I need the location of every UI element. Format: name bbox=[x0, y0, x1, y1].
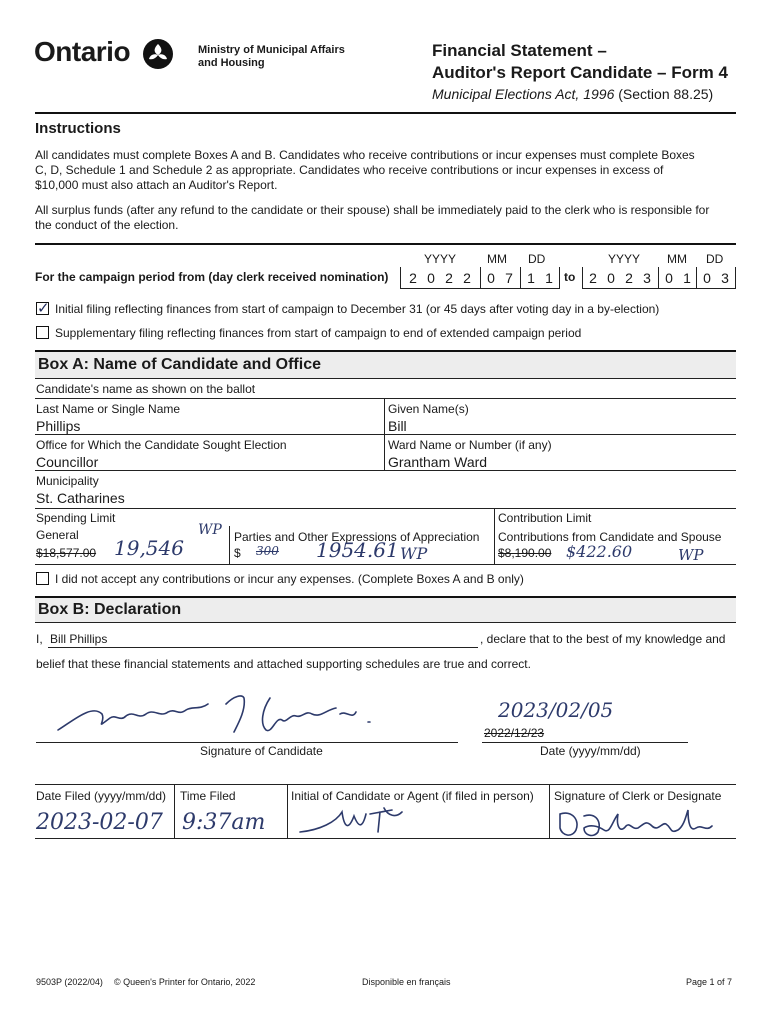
contrib-printed-value: $8,190.00 bbox=[498, 546, 552, 560]
divider bbox=[174, 784, 175, 838]
from-digit: 2 bbox=[409, 270, 417, 286]
instructions-para-2: All surplus funds (after any refund to the candidate or their spouse) shall be immediately paid to the clerk who is responsible for the conduct of the election. bbox=[35, 203, 710, 232]
initial-signature bbox=[296, 802, 416, 842]
rule bbox=[35, 434, 736, 435]
from-digit: 0 bbox=[487, 270, 495, 286]
declare-text: , declare that to the best of my knowledge and bbox=[480, 632, 726, 646]
instructions-para-1: All candidates must complete Boxes A and B. Candidates who receive contributions or incur expenses must complete Boxes C, D, Schedule 1 and Schedule 2 as appropriate. Candidates who receive contributions or incur expenses in excess of $10,000 must also attach an Auditor's Report. bbox=[35, 148, 695, 192]
supplementary-filing-checkbox[interactable] bbox=[36, 326, 49, 339]
divider bbox=[549, 784, 550, 838]
initials-mark: WP bbox=[678, 546, 704, 564]
act-section: (Section 88.25) bbox=[618, 86, 714, 102]
rule bbox=[35, 378, 736, 379]
from-digit: 2 bbox=[445, 270, 453, 286]
instructions-top-rule bbox=[35, 112, 736, 114]
from-digit: 0 bbox=[427, 270, 435, 286]
declaration-date-printed: 2022/12/23 bbox=[484, 726, 545, 740]
given-name-label: Given Name(s) bbox=[388, 402, 469, 416]
initials-mark: WP bbox=[400, 544, 428, 563]
contrib-handwritten-value: $422.60 bbox=[566, 542, 633, 561]
rule bbox=[35, 508, 736, 509]
form-code: 9503P (2022/04) bbox=[36, 977, 103, 987]
no-contributions-label: I did not accept any contributions or incur any expenses. (Complete Boxes A and B only) bbox=[55, 572, 524, 586]
contribution-limit-label: Contribution Limit bbox=[498, 511, 592, 525]
divider bbox=[287, 784, 288, 838]
no-contributions-checkbox[interactable] bbox=[36, 572, 49, 585]
time-filed-label: Time Filed bbox=[180, 789, 236, 803]
page-number: Page 1 of 7 bbox=[686, 977, 733, 987]
to-digit: 2 bbox=[589, 270, 597, 286]
divider bbox=[229, 526, 230, 564]
instructions-heading: Instructions bbox=[35, 120, 121, 137]
box-b-heading: Box B: Declaration bbox=[35, 596, 736, 622]
from-digit: 1 bbox=[527, 270, 535, 286]
spending-limit-label: Spending Limit bbox=[36, 511, 116, 525]
office-label: Office for Which the Candidate Sought Election bbox=[36, 438, 287, 452]
ministry-line-1: Ministry of Municipal Affairs bbox=[198, 44, 345, 56]
general-label: General bbox=[36, 528, 79, 542]
initial-filing-checkbox[interactable] bbox=[36, 302, 49, 315]
checkmark-icon: ✓ bbox=[37, 300, 50, 317]
to-yyyy-label: YYYY bbox=[608, 252, 641, 266]
to-digit: 2 bbox=[625, 270, 633, 286]
declaration-i: I, bbox=[36, 632, 43, 646]
campaign-period-label: For the campaign period from (day clerk received nomination) bbox=[35, 270, 389, 284]
ontario-logo bbox=[34, 36, 130, 72]
initial-filing-label: Initial filing reflecting finances from start of campaign to December 31 (or 45 days after voting day in a by-election) bbox=[55, 302, 660, 316]
act-name: Municipal Elections Act, 1996 bbox=[432, 86, 615, 102]
to-digit: 0 bbox=[665, 270, 673, 286]
from-date-field[interactable] bbox=[400, 265, 560, 289]
rule bbox=[35, 838, 736, 839]
date-filed-label: Date Filed (yyyy/mm/dd) bbox=[36, 789, 167, 803]
date-label: Date (yyyy/mm/dd) bbox=[540, 744, 641, 758]
from-dd-label: DD bbox=[528, 252, 546, 266]
to-mm-label: MM bbox=[667, 252, 687, 266]
parties-label: Parties and Other Expressions of Appreciation bbox=[234, 530, 480, 544]
rule bbox=[35, 564, 736, 565]
to-digit: 0 bbox=[607, 270, 615, 286]
ward-label: Ward Name or Number (if any) bbox=[388, 438, 552, 452]
time-filed-value[interactable]: 9:37am bbox=[182, 810, 266, 835]
signature-label: Signature of Candidate bbox=[200, 744, 323, 758]
divider bbox=[494, 508, 495, 564]
contrib-from-label: Contributions from Candidate and Spouse bbox=[498, 530, 722, 544]
from-digit: 2 bbox=[463, 270, 471, 286]
clerk-signature bbox=[554, 806, 734, 842]
last-name-value[interactable]: Phillips bbox=[36, 418, 81, 434]
to-digit: 3 bbox=[643, 270, 651, 286]
office-value[interactable]: Councillor bbox=[36, 454, 99, 470]
to-label: to bbox=[564, 270, 576, 284]
trillium-icon bbox=[142, 38, 174, 70]
from-digit: 1 bbox=[545, 270, 553, 286]
parties-struck-value: 300 bbox=[256, 544, 279, 558]
from-yyyy-label: YYYY bbox=[424, 252, 457, 266]
rule bbox=[35, 622, 736, 623]
act-reference bbox=[432, 86, 713, 102]
declarant-name[interactable]: Bill Phillips bbox=[50, 632, 108, 646]
to-digit: 3 bbox=[721, 270, 729, 286]
ward-value[interactable]: Grantham Ward bbox=[388, 454, 488, 470]
french-version-note: Disponible en français bbox=[362, 977, 451, 987]
period-top-rule bbox=[35, 243, 736, 245]
given-name-value[interactable]: Bill bbox=[388, 418, 407, 434]
form-title-line-2: Auditor's Report Candidate – Form 4 bbox=[432, 63, 728, 82]
last-name-label: Last Name or Single Name bbox=[36, 402, 181, 416]
general-handwritten-value: 19,546 bbox=[114, 536, 184, 560]
rule bbox=[35, 470, 736, 471]
rule bbox=[35, 398, 736, 399]
to-date-field[interactable] bbox=[582, 265, 736, 289]
to-digit: 0 bbox=[703, 270, 711, 286]
ballot-name-label: Candidate's name as shown on the ballot bbox=[36, 382, 256, 396]
initials-mark: WP bbox=[198, 522, 222, 538]
declarant-underline bbox=[48, 647, 478, 648]
declaration-date-handwritten: 2023/02/05 bbox=[498, 698, 614, 722]
parties-handwritten-value: 1954.61 bbox=[316, 538, 399, 562]
parties-dollar: $ bbox=[234, 546, 241, 560]
ministry-name bbox=[198, 44, 345, 70]
rule bbox=[35, 784, 736, 785]
copyright: © Queen's Printer for Ontario, 2022 bbox=[114, 977, 256, 987]
signature-line bbox=[36, 742, 458, 743]
general-printed-value: $18,577.00 bbox=[36, 546, 97, 560]
form-title bbox=[432, 40, 728, 84]
ministry-line-2: and Housing bbox=[198, 57, 265, 69]
to-digit: 1 bbox=[683, 270, 691, 286]
date-line bbox=[482, 742, 688, 743]
clerk-signature-label: Signature of Clerk or Designate bbox=[554, 789, 722, 803]
form-title-line-1: Financial Statement – bbox=[432, 41, 607, 60]
from-mm-label: MM bbox=[487, 252, 507, 266]
initial-candidate-label: Initial of Candidate or Agent (if filed in person) bbox=[291, 789, 534, 803]
from-digit: 7 bbox=[505, 270, 513, 286]
date-filed-value[interactable]: 2023-02-07 bbox=[36, 810, 163, 835]
to-dd-label: DD bbox=[706, 252, 724, 266]
candidate-signature bbox=[50, 680, 390, 746]
supplementary-filing-label: Supplementary filing reflecting finances from start of campaign to end of extended campaign period bbox=[55, 326, 582, 340]
logo-wordmark: Ontario bbox=[34, 36, 131, 67]
box-a-heading: Box A: Name of Candidate and Office bbox=[35, 350, 736, 378]
municipality-label: Municipality bbox=[36, 474, 99, 488]
municipality-value[interactable]: St. Catharines bbox=[36, 490, 125, 506]
belief-text: belief that these financial statements and attached supporting schedules are true and correct. bbox=[36, 657, 531, 671]
